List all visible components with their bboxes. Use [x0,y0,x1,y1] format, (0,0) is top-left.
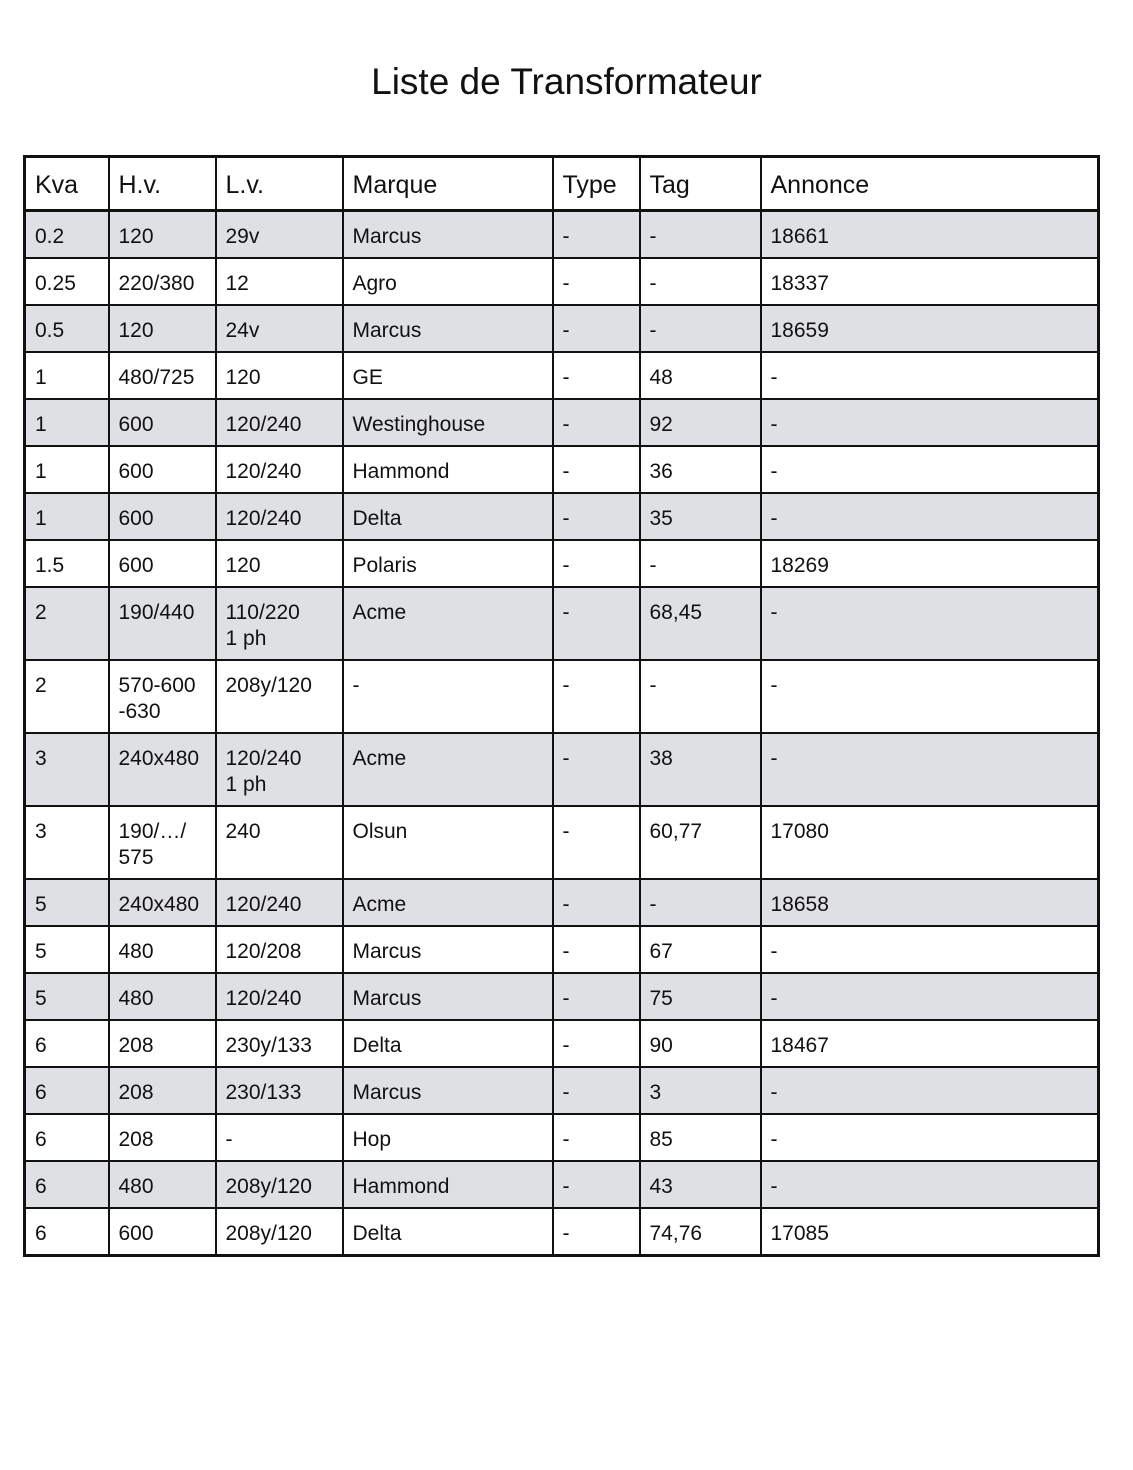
table-header-row [25,157,1099,211]
table-row [25,1067,1099,1114]
tag-cell: 35 [640,493,761,540]
hv-cell: 480 [109,926,216,973]
kva-cell: 1 [25,493,109,540]
annonce-cell: 17085 [761,1208,1099,1256]
marque-cell: Acme [343,733,553,806]
table-row [25,806,1099,879]
page-title: Liste de Transformateur [371,61,762,102]
kva-cell: 1 [25,352,109,399]
lv-cell: - [216,1114,343,1161]
annonce-cell: - [761,587,1099,660]
table-row [25,305,1099,352]
tag-cell: 90 [640,1020,761,1067]
tag-cell: 43 [640,1161,761,1208]
marque-cell: GE [343,352,553,399]
column-header-kva: Kva [25,157,109,211]
kva-cell: 3 [25,733,109,806]
annonce-cell: 18659 [761,305,1099,352]
marque-cell: Westinghouse [343,399,553,446]
table-row [25,1114,1099,1161]
hv-cell: 240x480 [109,733,216,806]
tag-cell: 48 [640,352,761,399]
table-row [25,493,1099,540]
marque-cell: Marcus [343,973,553,1020]
type-cell: - [553,540,640,587]
marque-cell: Delta [343,1208,553,1256]
marque-cell: Acme [343,879,553,926]
marque-cell: Delta [343,493,553,540]
kva-cell: 6 [25,1114,109,1161]
tag-cell: 67 [640,926,761,973]
type-cell: - [553,1020,640,1067]
hv-cell: 600 [109,493,216,540]
annonce-cell: - [761,352,1099,399]
kva-cell: 6 [25,1067,109,1114]
kva-cell: 5 [25,973,109,1020]
table-body [25,211,1099,1256]
lv-cell: 12 [216,258,343,305]
type-cell: - [553,1114,640,1161]
type-cell: - [553,352,640,399]
annonce-cell: - [761,1067,1099,1114]
annonce-cell: - [761,660,1099,733]
kva-cell: 6 [25,1020,109,1067]
table-row [25,258,1099,305]
annonce-cell: - [761,493,1099,540]
kva-cell: 0.5 [25,305,109,352]
annonce-cell: - [761,1161,1099,1208]
hv-cell: 600 [109,399,216,446]
marque-cell: Marcus [343,1067,553,1114]
column-header-tag: Tag [640,157,761,211]
kva-cell: 2 [25,587,109,660]
tag-cell: - [640,211,761,259]
hv-cell: 190/…/ 575 [109,806,216,879]
type-cell: - [553,305,640,352]
marque-cell: Olsun [343,806,553,879]
lv-cell: 120/240 [216,493,343,540]
lv-cell: 120 [216,352,343,399]
table-row [25,211,1099,259]
tag-cell: 85 [640,1114,761,1161]
tag-cell: 36 [640,446,761,493]
marque-cell: Marcus [343,211,553,259]
type-cell: - [553,879,640,926]
table-row [25,587,1099,660]
hv-cell: 208 [109,1020,216,1067]
table-row [25,733,1099,806]
lv-cell: 230/133 [216,1067,343,1114]
lv-cell: 120/240 [216,446,343,493]
lv-cell: 29v [216,211,343,259]
kva-cell: 1 [25,446,109,493]
tag-cell: 68,45 [640,587,761,660]
annonce-cell: 18337 [761,258,1099,305]
type-cell: - [553,926,640,973]
hv-cell: 480 [109,1161,216,1208]
lv-cell: 208y/120 [216,660,343,733]
annonce-cell: - [761,926,1099,973]
annonce-cell: 18269 [761,540,1099,587]
hv-cell: 220/380 [109,258,216,305]
tag-cell: - [640,540,761,587]
annonce-cell: - [761,1114,1099,1161]
type-cell: - [553,1067,640,1114]
column-header-annonce: Annonce [761,157,1099,211]
hv-cell: 208 [109,1067,216,1114]
lv-cell: 230y/133 [216,1020,343,1067]
tag-cell: 38 [640,733,761,806]
marque-cell: Marcus [343,305,553,352]
table-row [25,926,1099,973]
hv-cell: 480/725 [109,352,216,399]
type-cell: - [553,733,640,806]
marque-cell: Hammond [343,446,553,493]
table-row [25,879,1099,926]
hv-cell: 190/440 [109,587,216,660]
table-row [25,1161,1099,1208]
hv-cell: 240x480 [109,879,216,926]
tag-cell: 74,76 [640,1208,761,1256]
tag-cell: - [640,660,761,733]
tag-cell: 75 [640,973,761,1020]
lv-cell: 120/240 [216,879,343,926]
table-row [25,1208,1099,1256]
hv-cell: 600 [109,446,216,493]
type-cell: - [553,660,640,733]
annonce-cell: - [761,399,1099,446]
type-cell: - [553,493,640,540]
tag-cell: - [640,305,761,352]
kva-cell: 0.25 [25,258,109,305]
tag-cell: 3 [640,1067,761,1114]
marque-cell: Delta [343,1020,553,1067]
kva-cell: 6 [25,1161,109,1208]
table-row [25,1020,1099,1067]
annonce-cell: - [761,973,1099,1020]
tag-cell: 92 [640,399,761,446]
column-header-hv: H.v. [109,157,216,211]
annonce-cell: 18661 [761,211,1099,259]
lv-cell: 24v [216,305,343,352]
marque-cell: Marcus [343,926,553,973]
column-header-marque: Marque [343,157,553,211]
marque-cell: Polaris [343,540,553,587]
type-cell: - [553,973,640,1020]
annonce-cell: 18658 [761,879,1099,926]
type-cell: - [553,806,640,879]
table-row [25,352,1099,399]
tag-cell: 60,77 [640,806,761,879]
hv-cell: 600 [109,540,216,587]
kva-cell: 0.2 [25,211,109,259]
hv-cell: 208 [109,1114,216,1161]
table-row [25,399,1099,446]
lv-cell: 208y/120 [216,1208,343,1256]
table-row [25,660,1099,733]
lv-cell: 120 [216,540,343,587]
hv-cell: 120 [109,211,216,259]
kva-cell: 5 [25,926,109,973]
kva-cell: 5 [25,879,109,926]
marque-cell: - [343,660,553,733]
type-cell: - [553,211,640,259]
kva-cell: 6 [25,1208,109,1256]
table-row [25,973,1099,1020]
lv-cell: 120/240 [216,399,343,446]
marque-cell: Acme [343,587,553,660]
kva-cell: 2 [25,660,109,733]
table-row [25,446,1099,493]
marque-cell: Agro [343,258,553,305]
hv-cell: 600 [109,1208,216,1256]
lv-cell: 120/208 [216,926,343,973]
kva-cell: 3 [25,806,109,879]
marque-cell: Hop [343,1114,553,1161]
lv-cell: 240 [216,806,343,879]
column-header-type: Type [553,157,640,211]
annonce-cell: - [761,446,1099,493]
lv-cell: 208y/120 [216,1161,343,1208]
kva-cell: 1 [25,399,109,446]
transformer-table [23,155,1100,1257]
kva-cell: 1.5 [25,540,109,587]
type-cell: - [553,587,640,660]
annonce-cell: 17080 [761,806,1099,879]
type-cell: - [553,258,640,305]
lv-cell: 120/240 1 ph [216,733,343,806]
hv-cell: 480 [109,973,216,1020]
annonce-cell: - [761,733,1099,806]
lv-cell: 110/220 1 ph [216,587,343,660]
column-header-lv: L.v. [216,157,343,211]
annonce-cell: 18467 [761,1020,1099,1067]
tag-cell: - [640,879,761,926]
type-cell: - [553,399,640,446]
hv-cell: 120 [109,305,216,352]
hv-cell: 570-600 -630 [109,660,216,733]
type-cell: - [553,446,640,493]
lv-cell: 120/240 [216,973,343,1020]
table-row [25,540,1099,587]
tag-cell: - [640,258,761,305]
type-cell: - [553,1161,640,1208]
type-cell: - [553,1208,640,1256]
marque-cell: Hammond [343,1161,553,1208]
